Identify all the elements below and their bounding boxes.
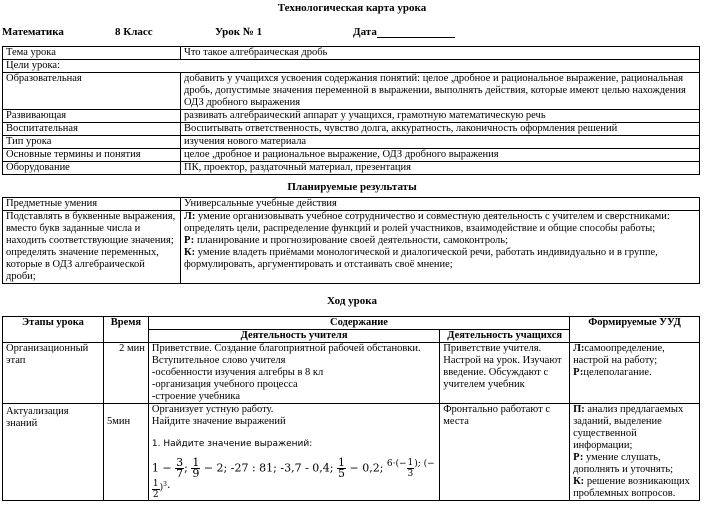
date-field [353, 26, 455, 38]
info-value: целое ,дробное и рациональное выражение, ОДЗ дробного выражения [181, 149, 700, 162]
table-row [3, 47, 700, 60]
info-key: Основные термины и понятия [3, 149, 181, 162]
col-teacher: Деятельность учителя [148, 330, 439, 343]
math-expressions: 1 − $\frac{3}{7}$ ; $\frac{1}{9}$ − 2; -27 : 81; -3,7 - 0,4; $\frac{1}{5}$ − 0,2; $^{6\cdot(-}$ $\frac{1}{3}$ ); (− $\frac{1}{2}$ $^{)^3}$. [151, 456, 435, 500]
date-underline [377, 26, 455, 38]
col-content: Содержание [148, 317, 569, 330]
info-value: развивать алгебраический аппарат у учащихся, грамотную математическую речь [181, 110, 700, 123]
info-value: добавить у учащихся усвоения содержания понятий: целое ,дробное и рациональное выражение, рациональная дробь, допустимые значения переменной в выражении, выполнять действия, которые имеют целью нахождения ОДЗ дробного выражения [181, 73, 700, 110]
results-col-subject: Предметные умения [3, 198, 181, 211]
uud-item: Л: умение организовывать учебное сотрудничество и совместную деятельность с учителем и сверстниками: определять цели, распределение функций и ролей участников, взаимодействие и общие способы работы; [184, 211, 670, 234]
table-row [3, 211, 700, 284]
time-cell: 5мин [103, 404, 148, 501]
task-text: 1. Найдите значение выражений: [151, 439, 313, 449]
info-key: Цели урока: [3, 60, 700, 73]
table-row [3, 149, 700, 162]
info-value: Воспитывать ответственность, чувство долга, аккуратность, лаконичность оформления решений [181, 123, 700, 136]
col-time: Время [103, 317, 148, 343]
info-value: ПК, проектор, раздаточный материал, презентация [181, 162, 700, 175]
info-value: Что такое алгебраическая дробь [181, 47, 700, 60]
results-table [2, 197, 700, 284]
table-row [3, 404, 700, 501]
lesson-info-table [2, 46, 700, 175]
page-title: Технологическая карта урока [277, 2, 427, 14]
info-key: Воспитательная [3, 123, 181, 136]
teacher-cell: Приветствие. Создание благоприятной рабочей обстановки. Вступительное слово учителя -особенности изучения алгебры в 8 кл -организация учебного процесса -строение учебника [148, 343, 439, 404]
stage-cell: Актуализация знаний [3, 404, 104, 501]
uud-list [181, 211, 700, 284]
lesson-label: Урок № 1 [215, 26, 263, 38]
stage-cell: Организационный этап [3, 343, 104, 404]
table-header-row [3, 317, 700, 330]
subject-label: Математика [2, 26, 64, 38]
time-cell: 2 мин [103, 343, 148, 404]
table-row [3, 110, 700, 123]
info-key: Оборудование [3, 162, 181, 175]
subject-skills: Подставлять в буквенные выражения, вместо букв заданные числа и находить соответствующие значения; определять значение переменных, которые в ОДЗ алгебраической дроби; [3, 211, 181, 284]
table-row [3, 136, 700, 149]
info-key: Развивающая [3, 110, 181, 123]
table-row [3, 343, 700, 404]
col-uud: Формируемые УУД [570, 317, 700, 343]
students-cell: Приветствие учителя. Настрой на урок. Изучают введение. Обсуждают с учителем учебник [440, 343, 570, 404]
results-heading: Планируемые результаты [287, 181, 417, 193]
uud-cell: Л:самоопределение, настрой на работу; Р:целеполагание. [570, 343, 700, 404]
results-col-uud: Универсальные учебные действия [181, 198, 700, 211]
col-stages: Этапы урока [3, 317, 104, 343]
col-students: Деятельность учащихся [440, 330, 570, 343]
date-label: Дата [353, 26, 377, 38]
table-row [3, 162, 700, 175]
info-key: Тип урока [3, 136, 181, 149]
grade-label: 8 Класс [115, 26, 153, 38]
teacher-cell: Организует устную работу. Найдите значение выражений 1. Найдите значение выражений: 1 − $\frac{3}{7}$ ; $\frac{1}{9}$ − 2; -27 : 81; -3,7 - 0,4; $\frac{1}{5}$ − 0,2; $^{6\cdot(-}$ $\frac{1}{3}$ ); (− $\frac{1}{2}$ $^{)^3}$. [148, 404, 439, 501]
info-key: Образовательная [3, 73, 181, 110]
table-row [3, 198, 700, 211]
table-row [3, 73, 700, 110]
students-cell: Фронтально работают с места [440, 404, 570, 501]
uud-item: Р: планирование и прогнозирование своей деятельности, самоконтроль; [184, 235, 508, 246]
course-heading: Ход урока [327, 295, 377, 307]
info-value: изучения нового материала [181, 136, 700, 149]
course-table [2, 316, 700, 501]
table-row [3, 123, 700, 136]
uud-cell: П: анализ предлагаемых заданий, выделение существенной информации; Р: умение слушать, дополнять и уточнять; К: решение возникающих проблемных вопросов. [570, 404, 700, 501]
info-key: Тема урока [3, 47, 181, 60]
table-row [3, 60, 700, 73]
uud-item: К: умение владеть приёмами монологической и диалогической речи, работать индивидуально и в группе, формулировать, аргументировать и отстаивать своё мнение; [184, 247, 658, 270]
